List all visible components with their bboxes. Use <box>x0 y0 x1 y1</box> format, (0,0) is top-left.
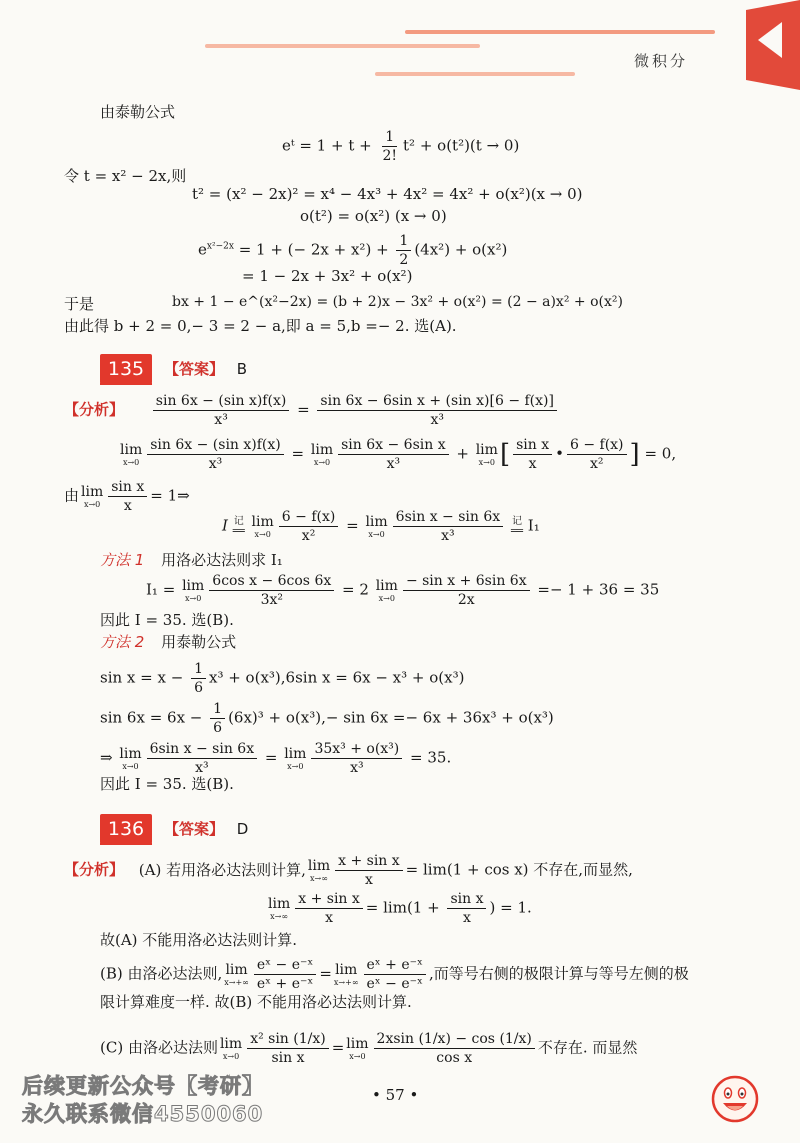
method-1-equation: I₁ = lim x→0 $\frac{\text{6cos x − 6cos 6x}}{\text{3x²}}$ = 2 lim x→0 $\frac{\text{− sin x + 6sin 6x}}{2x}$ =− 1 + 36 = 35 <box>146 573 660 608</box>
corner-arrow-icon <box>738 0 800 90</box>
method-2-line-3: ⇒ lim x→0 $\frac{\text{6sin x − sin 6x}}{\text{x³}}$ = lim x→0 $\frac{\text{35x³ + o(x³)}}{\text{x³}}$ = 35. <box>100 741 452 776</box>
watermark-line-1: 后续更新公众号【考研】 <box>22 1074 264 1098</box>
limit: lim x→0 <box>120 441 143 467</box>
fraction: $\frac{\text{6sin x − sin 6x}}{\text{x³}}$ <box>393 508 504 545</box>
method-1-heading: 方法 1 用洛必达法则求 I₁ <box>100 551 283 569</box>
limit: lim x→0 <box>365 513 388 539</box>
method-2-label: 方法 2 <box>100 633 145 651</box>
watermark-line-2: 永久联系微信4550060 <box>22 1102 264 1126</box>
smiley-face-icon <box>710 1074 760 1124</box>
equation-4: = 1 − 2x + 3x² + o(x²) <box>242 267 413 285</box>
fraction: $\frac{\text{sin x}}{x}$ <box>108 478 147 515</box>
limit-split-line: lim x→0 $\frac{\text{sin 6x − (sin x)f(x)}}{\text{x³}}$ = lim x→0 $\frac{\text{sin 6x − 6sin x}}{\text{x³}}$ + lim x→0 [ $\frac{\text{sin x}}{x}$ • $\frac{6 - f(x)}{\text{x²}}$ ] = 0, <box>120 437 677 472</box>
limit: lim x→0 <box>375 577 398 603</box>
answer-line <box>164 359 247 379</box>
fraction: $\frac{\text{eˣ − e⁻ˣ}}{\text{eˣ + e⁻ˣ}}$ <box>254 956 316 993</box>
limit: lim x→0 <box>219 1035 243 1061</box>
method-1-label: 方法 1 <box>100 551 145 569</box>
fraction: $\frac{\text{x + sin x}}{x}$ <box>335 852 403 889</box>
limit: lim x→0 <box>475 441 498 467</box>
method-2-line-2: sin 6x = 6x − $\frac{1}{6}$ (6x)³ + o(x³),− sin 6x =− 6x + 36x³ + o(x³) <box>100 701 554 736</box>
fraction: $\frac{\text{sin 6x − 6sin x + (sin x)[6 − f(x)]}}{\text{x³}}$ <box>317 392 557 429</box>
b-conclusion: 限计算难度一样. 故(B) 不能用洛必达法则计算. <box>100 993 412 1011</box>
fraction: $\frac{\text{eˣ + e⁻ˣ}}{\text{eˣ − e⁻ˣ}}$ <box>364 956 426 993</box>
fraction: $\frac{1}{2!}$ <box>382 129 398 164</box>
fraction: $\frac{\text{x² sin (1/x)}}{\text{sin x}}$ <box>247 1030 329 1067</box>
equation-2: o(t²) = o(x²) (x → 0) <box>300 207 447 225</box>
fraction: $\frac{\text{− sin x + 6sin 6x}}{2x}$ <box>403 572 530 609</box>
analysis-c-line: (C) 由洛必达法则 lim x→0 $\frac{\text{x² sin (1/x)}}{\text{sin x}}$ = lim x→0 $\frac{2xsin (1/x) - \cos (1/x)}{\text{cos x}}$ 不存在. 而显然 <box>100 1031 638 1066</box>
fraction: $\frac{\text{6sin x − sin 6x}}{\text{x³}}$ <box>147 740 258 777</box>
answer-value: B <box>236 360 248 378</box>
obvious-limit-line: lim x→∞ $\frac{\text{x + sin x}}{x}$ = lim(1 + $\frac{\text{sin x}}{x}$ ) = 1. <box>268 891 532 926</box>
fraction: $\frac{\text{sin 6x − (sin x)f(x)}}{\text{x³}}$ <box>147 436 284 473</box>
taylor-formula <box>282 128 519 165</box>
limit: lim x→0 <box>182 577 205 603</box>
fraction: $\frac{\text{sin x}}{x}$ <box>447 890 486 927</box>
page-number: • 57 • <box>372 1086 419 1104</box>
method-1-conclusion: 因此 I = 35. 选(B). <box>100 611 234 629</box>
header-stripe <box>375 72 575 76</box>
fraction: $\frac{\text{sin 6x − 6sin x}}{\text{x³}}$ <box>338 436 449 473</box>
intro-text: 由泰勒公式 <box>100 103 176 121</box>
fraction: $\frac{1}{2}$ <box>396 232 411 269</box>
limit: lim x→0 <box>284 745 307 771</box>
taylor-head: eᵗ = 1 + t + <box>282 136 377 155</box>
fraction: $\frac{\text{x + sin x}}{x}$ <box>295 890 363 927</box>
badge-underline <box>100 383 152 385</box>
taylor-tail: t² + o(t²)(t → 0) <box>403 136 520 155</box>
let-line: 令 t = x² − 2x,则 <box>64 167 187 185</box>
fraction: $\frac{6 - f(x)}{\text{x²}}$ <box>567 436 627 473</box>
question-number-badge: 135 <box>100 354 152 384</box>
answer-value: D <box>236 820 249 838</box>
fraction: $\frac{2xsin (1/x) - \cos (1/x)}{\text{cos x}}$ <box>374 1030 535 1067</box>
question-number-badge: 136 <box>100 814 152 844</box>
conclusion-text: 由此得 b + 2 = 0,− 3 = 2 − a,即 a = 5,b =− 2. 选(A). <box>64 317 457 335</box>
definition-line: I 记 ══ lim x→0 $\frac{6 - f(x)}{\text{x²}}$ = lim x→0 $\frac{\text{6sin x − sin 6x}}{\text{x³}}$ 记 ══ I₁ <box>222 509 540 544</box>
limit: lim x→0 <box>310 441 334 467</box>
fraction: $\frac{6 - f(x)}{\text{x²}}$ <box>279 508 339 545</box>
answer-tag: 【答案】 <box>164 820 225 838</box>
limit: lim x→0 <box>119 745 142 771</box>
method-2-line-1: sin x = x − $\frac{1}{6}$ x³ + o(x³),6sin x = 6x − x³ + o(x³) <box>100 661 465 696</box>
analysis-b-line: (B) 由洛必达法则, lim x→+∞ $\frac{\text{eˣ − e⁻ˣ}}{\text{eˣ + e⁻ˣ}}$ = lim x→+∞ $\frac{\text{eˣ + e⁻ˣ}}{\text{eˣ − e⁻ˣ}}$ ,而等号右侧的极限计算与等号左侧的极 <box>100 957 689 992</box>
analysis-line: 【分析】 $\frac{\text{sin 6x − (sin x)f(x)}}{\text{x³}}$ = $\frac{\text{sin 6x − 6sin x + (sin x)[6 − f(x)]}}{\text{x³}}$ <box>64 392 560 429</box>
limit: lim x→0 <box>81 483 104 509</box>
analysis-tag: 【分析】 <box>64 400 125 419</box>
analysis-a-line: 【分析】 (A) 若用洛必达法则计算, lim x→∞ $\frac{\text{x + sin x}}{x}$ = lim(1 + cos x) 不存在,而显然, <box>64 853 633 888</box>
limit: lim x→0 <box>346 1035 369 1061</box>
so-equation: bx + 1 − e^(x²−2x) = (b + 2)x − 3x² + o(x²) = (2 − a)x² + o(x²) <box>172 294 623 310</box>
fraction: $\frac{1}{6}$ <box>191 660 206 697</box>
so-label: 于是 <box>64 295 95 313</box>
limit: lim x→+∞ <box>333 961 359 987</box>
fraction: $\frac{\text{6cos x − 6cos 6x}}{\text{3x²}}$ <box>209 572 334 609</box>
chapter-title: 微积分 <box>634 52 689 70</box>
method-2-heading: 方法 2 用泰勒公式 <box>100 633 237 651</box>
header-stripe <box>205 44 480 48</box>
equation-3: $e^{x^2-2x} = 1$ + (− 2x + x²) + $\frac{1}{2}$ (4x²) + o(x²) <box>198 233 508 268</box>
fraction: $\frac{\text{sin 6x − (sin x)f(x)}}{\text{x³}}$ <box>153 392 290 429</box>
answer-tag: 【答案】 <box>164 360 225 378</box>
fraction: $\frac{\text{35x³ + o(x³)}}{\text{x³}}$ <box>311 740 402 777</box>
method-2-conclusion: 因此 I = 35. 选(B). <box>100 775 234 793</box>
fraction: $\frac{\text{sin x}}{x}$ <box>513 436 552 473</box>
header-stripe <box>405 30 715 34</box>
limit: lim x→∞ <box>268 895 291 921</box>
answer-line <box>164 819 248 839</box>
limit: lim x→+∞ <box>224 961 249 987</box>
equation-1: t² = (x² − 2x)² = x⁴ − 4x³ + 4x² = 4x² + o(x²)(x → 0) <box>192 185 583 203</box>
limit: lim x→0 <box>251 513 274 539</box>
limit: lim x→∞ <box>307 857 331 883</box>
fraction: $\frac{1}{6}$ <box>210 700 225 737</box>
a-conclusion: 故(A) 不能用洛必达法则计算. <box>100 931 298 949</box>
analysis-tag: 【分析】 <box>64 860 125 879</box>
given-limit-line: 由 lim x→0 $\frac{\text{sin x}}{x}$ = 1⇒ <box>64 479 190 514</box>
badge-underline <box>100 843 152 845</box>
